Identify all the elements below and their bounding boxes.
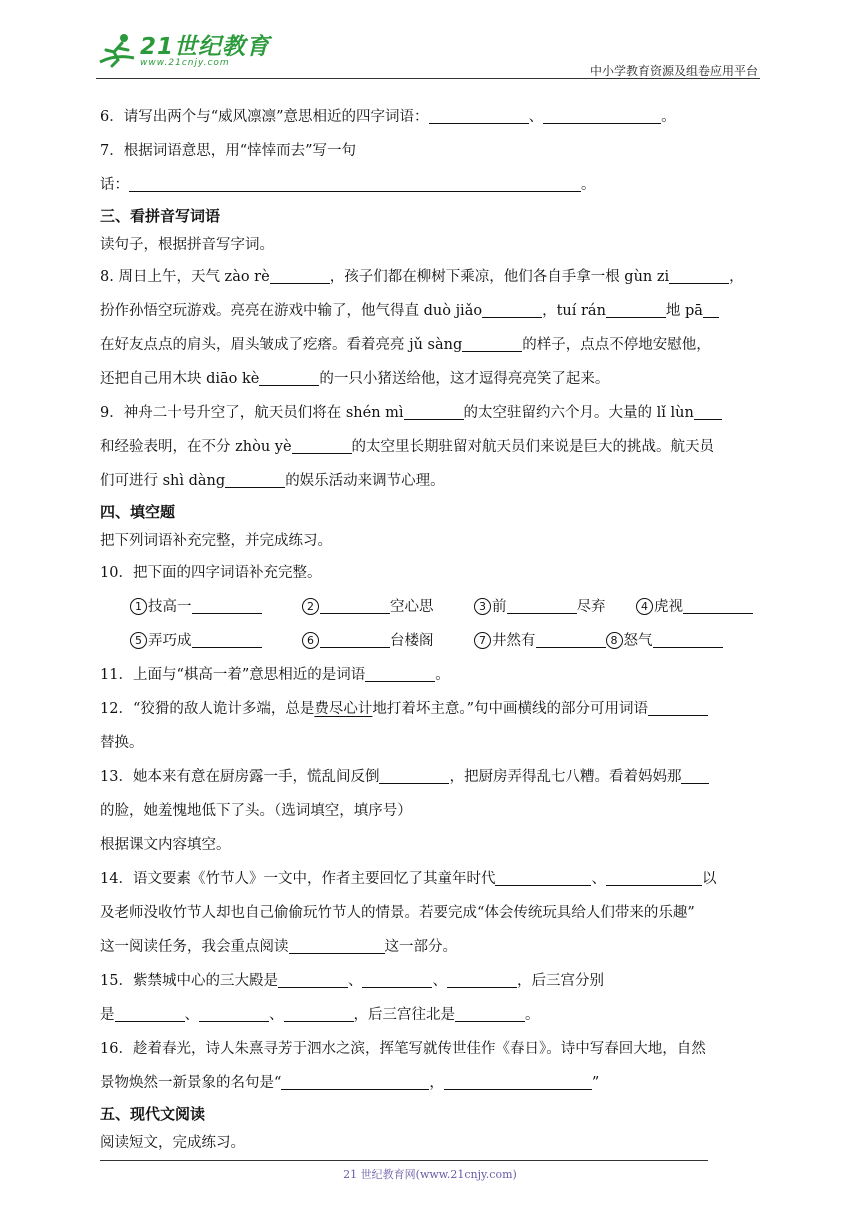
idiom-item bbox=[130, 590, 302, 624]
q14-text: 这一部分。 bbox=[384, 939, 457, 955]
answer-blank[interactable] bbox=[429, 109, 529, 125]
instruction-note: 根据课文内容填空。 bbox=[100, 837, 231, 853]
question-9-line3 bbox=[100, 464, 762, 498]
item-number: 1 bbox=[130, 598, 147, 615]
q9-text: 的娱乐活动来调节心理。 bbox=[285, 473, 445, 489]
q11-end: 。 bbox=[435, 667, 450, 683]
answer-blank[interactable] bbox=[284, 1007, 354, 1023]
item-number: 8 bbox=[606, 632, 623, 649]
answer-blank[interactable] bbox=[648, 701, 708, 717]
item-number: 3 bbox=[474, 598, 491, 615]
answer-blank[interactable] bbox=[606, 303, 666, 319]
question-11 bbox=[100, 658, 762, 692]
q8-text: 8. 周日上午，天气 zào rè bbox=[100, 269, 270, 285]
answer-blank[interactable] bbox=[455, 1007, 525, 1023]
question-7-line2 bbox=[100, 168, 762, 202]
q15-text: ，后三宫往北是 bbox=[353, 1007, 455, 1023]
idiom-item bbox=[302, 590, 474, 624]
logo-url: www.21cnjy.com bbox=[140, 58, 230, 68]
q9-text: 们可进行 shì dàng bbox=[100, 473, 226, 489]
idiom-item bbox=[302, 624, 474, 658]
q8-text: ，孩子们都在柳树下乘凉，他们各自手拿一根 gùn zi bbox=[329, 269, 670, 285]
logo bbox=[96, 32, 270, 72]
item-number: 4 bbox=[636, 598, 653, 615]
q6-end: 。 bbox=[661, 109, 676, 125]
q16-text: ， bbox=[429, 1075, 444, 1091]
q13-text: ，把厨房弄得乱七八糟。看着妈妈那 bbox=[449, 769, 682, 785]
q8-text: 还把自己用木块 diāo kè bbox=[100, 371, 260, 387]
idiom-part: 台楼阁 bbox=[390, 633, 434, 649]
q15-sep: 、 bbox=[269, 1007, 284, 1023]
item-number: 5 bbox=[130, 632, 147, 649]
idiom-part: 井然有 bbox=[492, 633, 536, 649]
q7-line2: 话： bbox=[100, 177, 129, 193]
question-12 bbox=[100, 692, 762, 726]
answer-blank[interactable] bbox=[199, 1007, 269, 1023]
q8-text: 地 pā bbox=[665, 303, 703, 319]
question-8-line3 bbox=[100, 328, 762, 362]
idiom-item bbox=[474, 590, 636, 624]
logo-title: 21世纪教育 bbox=[140, 34, 271, 60]
idiom-part: 怒气 bbox=[623, 633, 653, 649]
q9-text: 的太空里长期驻留对航天员们来说是巨大的挑战。航天员 bbox=[351, 439, 715, 455]
q9-text: 和经验表明，在不分 zhòu yè bbox=[100, 439, 292, 455]
underlined-phrase: 费尽心计 bbox=[314, 701, 373, 717]
q14-text: 以 bbox=[701, 871, 717, 887]
idiom-part: 前 bbox=[492, 599, 507, 615]
q12-text: 12．“狡猾的敌人诡计多端，总是 bbox=[100, 701, 315, 717]
idiom-part: 尽弃 bbox=[576, 599, 606, 615]
idiom-item bbox=[130, 624, 302, 658]
answer-blank[interactable] bbox=[462, 337, 522, 353]
idiom-part: 技高一 bbox=[148, 599, 192, 615]
answer-blank[interactable] bbox=[289, 939, 385, 955]
q15-end: 。 bbox=[525, 1007, 540, 1023]
answer-blank[interactable] bbox=[653, 633, 723, 649]
question-8-line4 bbox=[100, 362, 762, 396]
answer-blank[interactable] bbox=[703, 303, 719, 319]
answer-blank[interactable] bbox=[495, 871, 591, 887]
question-14-line3 bbox=[100, 930, 762, 964]
idiom-part: 空心思 bbox=[390, 599, 434, 615]
item-number: 7 bbox=[474, 632, 491, 649]
q14-sep: 、 bbox=[591, 871, 606, 887]
idiom-row-2 bbox=[100, 624, 762, 658]
q12-text: 地打着坏主意。”句中画横线的部分可用词语 bbox=[372, 701, 649, 717]
section-4-title: 四、填空题 bbox=[100, 503, 176, 521]
question-16: 16．趁着春光，诗人朱熹寻芳于泗水之滨，挥笔写就传世佳作《春日》。诗中写春回大地，自然 bbox=[100, 1041, 706, 1057]
page-footer: 21 世纪教育网(www.21cnjy.com) bbox=[343, 1168, 517, 1181]
answer-blank[interactable] bbox=[379, 769, 449, 785]
q11-text: 11．上面与“棋高一着”意思相近的是词语 bbox=[100, 667, 366, 683]
footer-divider bbox=[100, 1160, 708, 1161]
question-13-line2: 的脸，她羞愧地低下了头。（选词填空，填序号） bbox=[100, 803, 412, 819]
answer-blank[interactable] bbox=[694, 405, 722, 421]
idiom-part: 弄巧成 bbox=[148, 633, 192, 649]
question-7 bbox=[100, 134, 762, 168]
idiom-row-1 bbox=[100, 590, 762, 624]
answer-blank[interactable] bbox=[683, 599, 753, 615]
answer-blank[interactable] bbox=[192, 633, 262, 649]
answer-blank[interactable] bbox=[507, 599, 577, 615]
answer-blank[interactable] bbox=[669, 269, 729, 285]
answer-blank[interactable] bbox=[681, 769, 709, 785]
answer-blank[interactable] bbox=[362, 973, 432, 989]
q8-text: ， bbox=[729, 269, 744, 285]
q15-sep: 、 bbox=[347, 973, 363, 989]
question-12-line2: 替换。 bbox=[100, 735, 144, 751]
section-3-title: 三、看拼音写词语 bbox=[100, 207, 221, 225]
answer-blank[interactable] bbox=[320, 599, 390, 615]
q15-text: 是 bbox=[100, 1007, 115, 1023]
q15-sep: 、 bbox=[184, 1007, 199, 1023]
question-15-line2 bbox=[100, 998, 762, 1032]
section-3-instruction: 读句子，根据拼音写字词。 bbox=[100, 237, 274, 253]
idiom-item bbox=[636, 590, 753, 624]
question-9-line2 bbox=[100, 430, 762, 464]
q14-text: 这一阅读任务，我会重点阅读 bbox=[100, 939, 289, 955]
q8-text: 的样子，点点不停地安慰他， bbox=[522, 337, 711, 353]
q13-text: 13．她本来有意在厨房露一手，慌乱间反倒 bbox=[100, 769, 380, 785]
question-15 bbox=[100, 964, 762, 998]
item-number: 2 bbox=[302, 598, 319, 615]
question-8-line2 bbox=[100, 294, 762, 328]
section-4-instruction: 把下列词语补充完整，并完成练习。 bbox=[100, 533, 332, 549]
question-8 bbox=[100, 260, 762, 294]
section-5-instruction: 阅读短文，完成练习。 bbox=[100, 1135, 245, 1151]
q8-text: 在好友点点的肩头，眉头皱成了疙瘩。看着亮亮 jǔ sàng bbox=[100, 337, 463, 353]
section-5-title: 五、现代文阅读 bbox=[100, 1105, 206, 1123]
answer-blank[interactable] bbox=[482, 303, 542, 319]
question-14 bbox=[100, 862, 762, 896]
answer-blank[interactable] bbox=[225, 473, 285, 489]
idiom-item bbox=[474, 624, 606, 658]
answer-blank[interactable] bbox=[320, 633, 390, 649]
answer-blank[interactable] bbox=[192, 599, 262, 615]
page-header bbox=[96, 30, 760, 82]
q14-text: 14．语文要素《竹节人》一文中，作者主要回忆了其童年时代 bbox=[100, 871, 496, 887]
q8-text: 扮作孙悟空玩游戏。亮亮在游戏中输了，他气得直 duò jiǎo bbox=[100, 303, 483, 319]
answer-blank[interactable] bbox=[447, 973, 517, 989]
answer-blank[interactable] bbox=[281, 1075, 429, 1091]
q8-text: ，tuí rán bbox=[542, 303, 606, 319]
worksheet-body bbox=[100, 100, 762, 1158]
answer-blank[interactable] bbox=[404, 405, 464, 421]
q15-text: ，后三宫分别 bbox=[516, 973, 604, 989]
q7-line1: 7．根据词语意思，用“悻悻而去”写一句 bbox=[100, 143, 357, 159]
q9-text: 的太空驻留约六个月。大量的 lǐ lùn bbox=[463, 405, 694, 421]
q15-sep: 、 bbox=[432, 973, 447, 989]
question-6 bbox=[100, 100, 762, 134]
answer-blank[interactable] bbox=[365, 667, 435, 683]
question-16-line2 bbox=[100, 1066, 762, 1100]
answer-blank[interactable] bbox=[536, 633, 606, 649]
answer-blank[interactable] bbox=[115, 1007, 185, 1023]
runner-logo-icon bbox=[96, 32, 138, 72]
q16-text: 景物焕然一新景象的名句是“ bbox=[100, 1075, 282, 1091]
q7-end: 。 bbox=[581, 177, 596, 193]
question-10: 10．把下面的四字词语补充完整。 bbox=[100, 565, 322, 581]
idiom-item bbox=[606, 624, 723, 658]
q6-sep: 、 bbox=[528, 109, 544, 125]
q6-text: 6．请写出两个与“威风凛凛”意思相近的四字词语： bbox=[100, 109, 429, 125]
answer-blank[interactable] bbox=[444, 1075, 592, 1091]
q8-text: 的一只小猪送给他，这才逗得亮亮笑了起来。 bbox=[319, 371, 610, 387]
question-9 bbox=[100, 396, 762, 430]
answer-blank[interactable] bbox=[278, 973, 348, 989]
idiom-part: 虎视 bbox=[654, 599, 683, 615]
item-number: 6 bbox=[302, 632, 319, 649]
q16-text: ” bbox=[591, 1075, 600, 1091]
answer-blank[interactable] bbox=[606, 871, 702, 887]
platform-label: 中小学教育资源及组卷应用平台 bbox=[589, 64, 758, 78]
answer-blank[interactable] bbox=[543, 109, 661, 125]
answer-blank[interactable] bbox=[129, 177, 581, 193]
q15-text: 15．紫禁城中心的三大殿是 bbox=[100, 973, 278, 989]
header-divider bbox=[96, 78, 760, 79]
answer-blank[interactable] bbox=[292, 439, 352, 455]
question-13 bbox=[100, 760, 762, 794]
q9-text: 9．神舟二十号升空了，航天员们将在 shén mì bbox=[100, 405, 404, 421]
answer-blank[interactable] bbox=[270, 269, 330, 285]
answer-blank[interactable] bbox=[259, 371, 319, 387]
question-14-line2: 及老师没收竹节人却也自己偷偷玩竹节人的情景。若要完成“体会传统玩具给人们带来的乐趣” bbox=[100, 905, 695, 921]
